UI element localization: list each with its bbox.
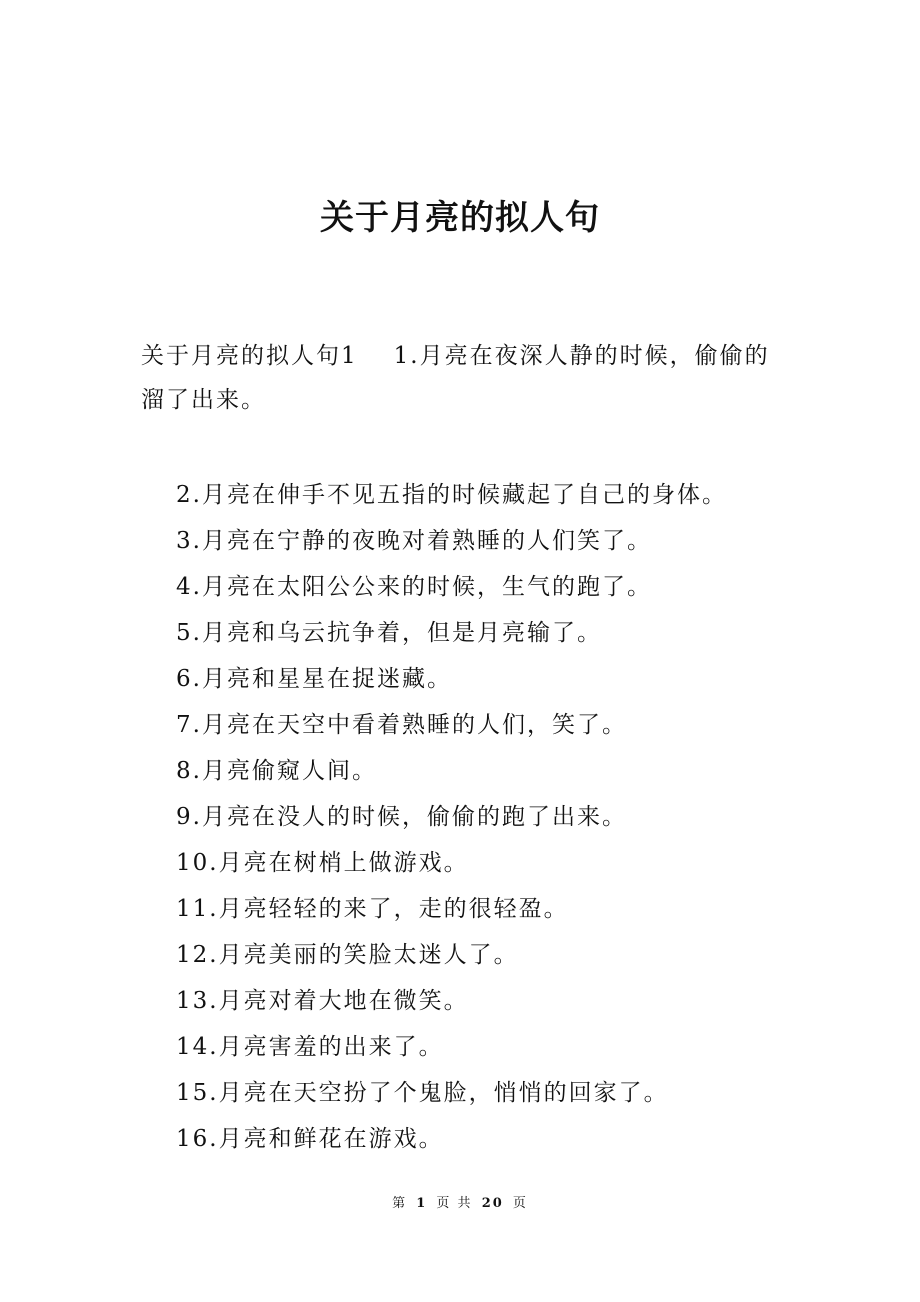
page-footer	[0, 1192, 920, 1211]
list-item: 13.月亮对着大地在微笑。	[176, 988, 469, 1014]
footer-suffix: 页	[512, 1196, 528, 1211]
footer-middle: 页 共	[436, 1196, 473, 1211]
list-item: 12.月亮美丽的笑脸太迷人了。	[176, 942, 519, 968]
document-title: 关于月亮的拟人句	[320, 198, 600, 238]
intro-paragraph	[141, 334, 791, 422]
list-item: 6.月亮和星星在捉迷藏。	[176, 666, 452, 692]
list-item: 2.月亮在伸手不见五指的时候藏起了自己的身体。	[176, 482, 727, 508]
list-item: 16.月亮和鲜花在游戏。	[176, 1126, 444, 1152]
intro-heading: 关于月亮的拟人句1	[141, 343, 358, 369]
total-pages-number: 20	[481, 1196, 504, 1211]
sentence-list	[176, 472, 796, 1162]
list-item: 9.月亮在没人的时候，偷偷的跑了出来。	[176, 804, 627, 830]
current-page-number: 1	[416, 1196, 428, 1211]
footer-prefix: 第	[392, 1196, 408, 1211]
list-item: 7.月亮在天空中看着熟睡的人们，笑了。	[176, 712, 627, 738]
list-item: 3.月亮在宁静的夜晚对着熟睡的人们笑了。	[176, 528, 652, 554]
list-item: 4.月亮在太阳公公来的时候，生气的跑了。	[176, 574, 652, 600]
list-item: 14.月亮害羞的出来了。	[176, 1034, 444, 1060]
intro-first-sentence: 1.月亮在夜深人静的时候，偷偷的溜了出来。	[141, 343, 770, 413]
list-item: 5.月亮和乌云抗争着，但是月亮输了。	[176, 620, 602, 646]
list-item: 8.月亮偷窥人间。	[176, 758, 377, 784]
list-item: 10.月亮在树梢上做游戏。	[176, 850, 469, 876]
list-item: 11.月亮轻轻的来了，走的很轻盈。	[176, 896, 569, 922]
list-item: 15.月亮在天空扮了个鬼脸，悄悄的回家了。	[176, 1080, 669, 1106]
